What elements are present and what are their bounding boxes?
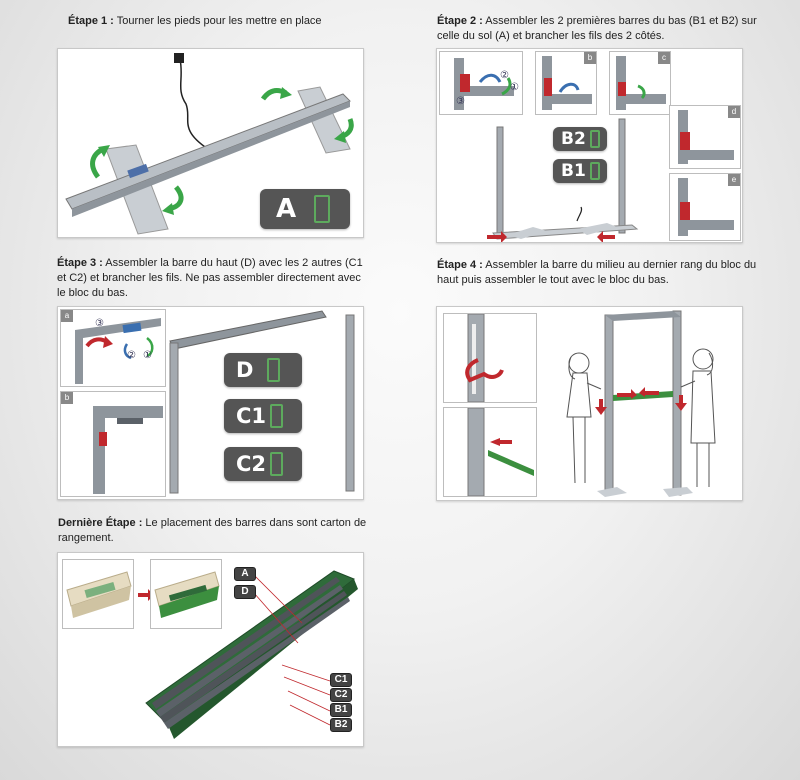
step4-label: Étape 4 :: [437, 259, 483, 271]
segment-icon: [314, 195, 330, 223]
step3-badge-c2: [224, 447, 302, 481]
sub-letter-b: b: [584, 52, 596, 64]
step3-text: Assembler la barre du haut (D) avec les 2 autres (C1 et C2) et brancher les fils. Ne pas assembler directement avec le bloc du bas.: [57, 257, 363, 299]
box-label-c1: C1: [330, 673, 352, 687]
final-storage-box: [58, 553, 363, 746]
final-figure: [57, 552, 364, 747]
sub-letter-a: a: [61, 310, 73, 322]
box-label-b2: B2: [330, 718, 352, 732]
marker-3: ③: [456, 96, 465, 107]
segment-icon: [270, 452, 283, 476]
box-label-a: A: [234, 567, 256, 581]
step1-label: Étape 1 :: [68, 15, 114, 27]
step1-badge: [260, 189, 350, 229]
step3-assembly: [58, 307, 363, 499]
badge-letter: C2: [236, 452, 267, 476]
step2-badge-b1: [553, 159, 607, 183]
segment-icon: [590, 162, 600, 180]
step3-caption: [57, 256, 369, 301]
step1-caption: [68, 14, 388, 29]
step3-badge-d: [224, 353, 302, 387]
step2-figure: [436, 48, 743, 243]
final-label: Dernière Étape :: [58, 517, 143, 529]
step3-figure: [57, 306, 364, 500]
sub-letter-e: e: [728, 174, 740, 186]
step4-caption: [437, 258, 757, 288]
marker-1: ①: [510, 82, 519, 93]
step4-text: Assembler la barre du milieu au dernier rang du bloc du haut puis assembler le tout avec le bloc du bas.: [437, 259, 757, 286]
step2-badge-b2: [553, 127, 607, 151]
box-label-c2: C2: [330, 688, 352, 702]
marker-2: ②: [500, 70, 509, 81]
step1-figure: [57, 48, 364, 238]
sub-letter-d: d: [728, 106, 740, 118]
step3-label: Étape 3 :: [57, 257, 103, 269]
segment-icon: [270, 404, 283, 428]
marker-1: ①: [143, 350, 152, 361]
step1-text: Tourner les pieds pour les mettre en place: [113, 15, 322, 27]
step4-figure: [436, 306, 743, 501]
step2-caption: [437, 14, 757, 44]
final-caption: [58, 516, 368, 546]
final-text: Le placement des barres dans sont carton de rangement.: [58, 517, 367, 544]
badge-letter: B2: [561, 129, 586, 149]
badge-letter: C1: [236, 404, 267, 428]
badge-letter: B1: [561, 161, 586, 181]
badge-letter: A: [276, 194, 297, 224]
box-label-b1: B1: [330, 703, 352, 717]
step2-text: Assembler les 2 premières barres du bas (B1 et B2) sur celle du sol (A) et brancher les fils des 2 côtés.: [437, 15, 757, 42]
step2-sub-e: [669, 173, 741, 241]
badge-letter: D: [236, 358, 254, 382]
marker-3: ③: [95, 318, 104, 329]
step2-label: Étape 2 :: [437, 15, 483, 27]
marker-2: ②: [127, 350, 136, 361]
segment-icon: [267, 358, 280, 382]
step3-badge-c1: [224, 399, 302, 433]
sub-letter-c: c: [658, 52, 670, 64]
segment-icon: [590, 130, 600, 148]
step4-assembly: [437, 307, 742, 500]
step2-sub-d: [669, 105, 741, 169]
sub-letter-b: b: [61, 392, 73, 404]
box-label-d: D: [234, 585, 256, 599]
